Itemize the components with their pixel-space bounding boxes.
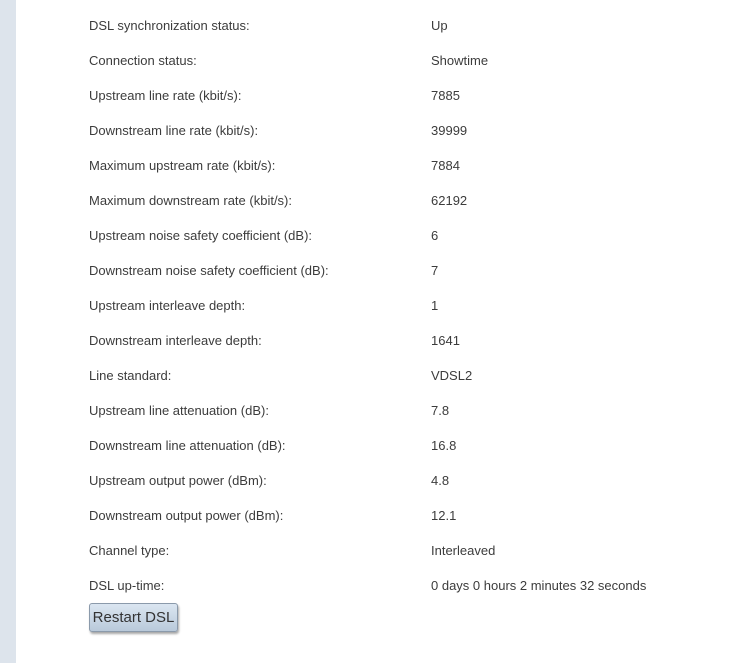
row-value: Showtime: [431, 53, 489, 68]
row-value: Interleaved: [431, 543, 496, 558]
row-label: Downstream line rate (kbit/s):: [89, 123, 259, 138]
status-row-upstream-power: [89, 463, 729, 498]
row-label: Channel type:: [89, 543, 170, 558]
status-row-downstream-power: [89, 498, 729, 533]
row-label: Upstream line rate (kbit/s):: [89, 88, 242, 103]
status-row-downstream-noise: [89, 253, 729, 288]
row-label: Downstream line attenuation (dB):: [89, 438, 286, 453]
status-row-downstream-rate: [89, 113, 729, 148]
status-row-uptime: [89, 568, 729, 603]
restart-dsl-button[interactable]: Restart DSL: [89, 603, 178, 632]
status-row-sync: [89, 8, 729, 43]
row-label: DSL up-time:: [89, 578, 165, 593]
row-value: 1641: [431, 333, 460, 348]
row-value: 6: [431, 228, 439, 243]
status-row-max-downstream: [89, 183, 729, 218]
row-value: 4.8: [431, 473, 450, 488]
status-row-upstream-attenuation: [89, 393, 729, 428]
row-label: Downstream noise safety coefficient (dB):: [89, 263, 329, 278]
row-value: 12.1: [431, 508, 457, 523]
row-label: Maximum upstream rate (kbit/s):: [89, 158, 276, 173]
row-label: Connection status:: [89, 53, 197, 68]
row-label: Upstream output power (dBm):: [89, 473, 267, 488]
status-row-upstream-noise: [89, 218, 729, 253]
status-row-downstream-interleave: [89, 323, 729, 358]
status-row-downstream-attenuation: [89, 428, 729, 463]
status-row-max-upstream: [89, 148, 729, 183]
row-value: 1: [431, 298, 439, 313]
row-value: 16.8: [431, 438, 457, 453]
row-label: Downstream output power (dBm):: [89, 508, 284, 523]
row-label: DSL synchronization status:: [89, 18, 250, 33]
status-row-upstream-rate: [89, 78, 729, 113]
status-row-connection: [89, 43, 729, 78]
status-row-line-standard: [89, 358, 729, 393]
row-label: Upstream interleave depth:: [89, 298, 246, 313]
row-label: Maximum downstream rate (kbit/s):: [89, 193, 292, 208]
row-label: Line standard:: [89, 368, 172, 383]
row-label: Downstream interleave depth:: [89, 333, 262, 348]
row-value: 62192: [431, 193, 468, 208]
row-value: 7885: [431, 88, 460, 103]
row-label: Upstream line attenuation (dB):: [89, 403, 269, 418]
row-value: VDSL2: [431, 368, 473, 383]
row-label: Upstream noise safety coefficient (dB):: [89, 228, 313, 243]
row-value: 7.8: [431, 403, 450, 418]
row-value: Up: [431, 18, 448, 33]
row-value: 0 days 0 hours 2 minutes 32 seconds: [431, 578, 647, 593]
row-value: 7: [431, 263, 439, 278]
dsl-status-list: [89, 8, 729, 603]
row-value: 7884: [431, 158, 460, 173]
row-value: 39999: [431, 123, 468, 138]
status-row-upstream-interleave: [89, 288, 729, 323]
left-sidebar-strip: [0, 0, 16, 663]
status-row-channel-type: [89, 533, 729, 568]
